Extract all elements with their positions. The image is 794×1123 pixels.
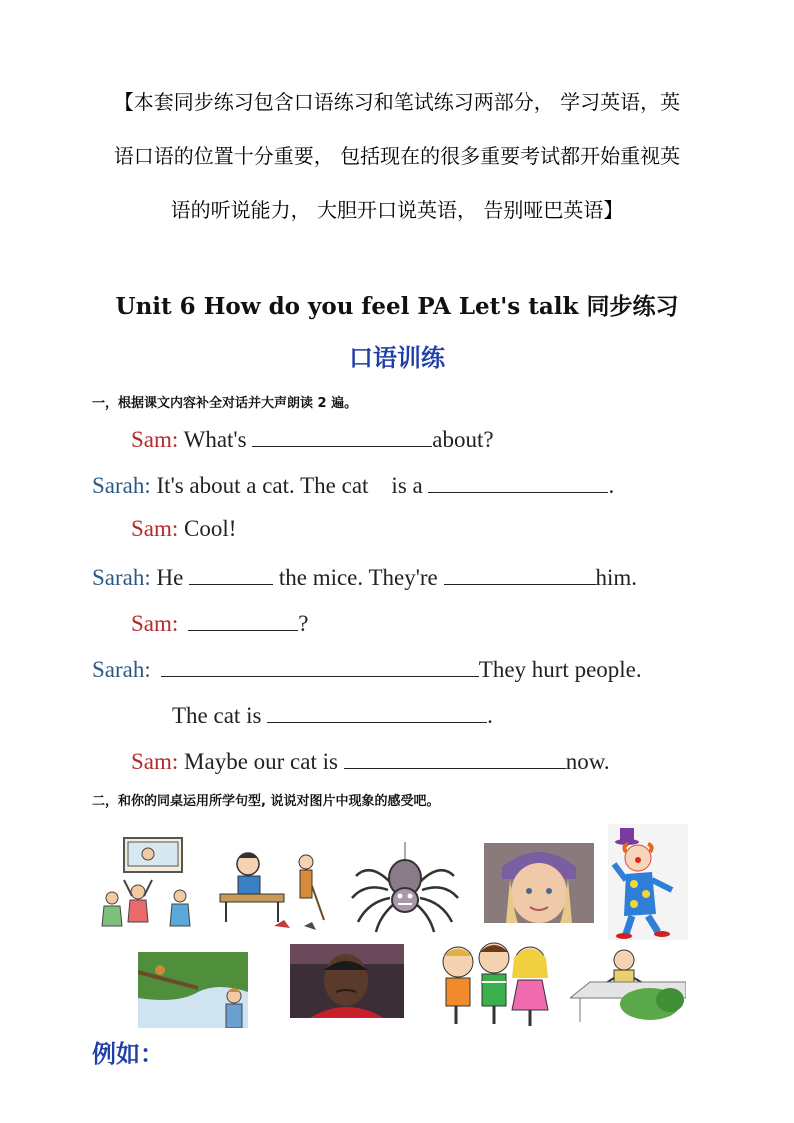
speaker-label: Sam: [131, 749, 179, 774]
answer-blank[interactable] [344, 746, 566, 769]
dialogue-text: ? [298, 611, 309, 636]
dialogue-text: about? [432, 427, 494, 452]
dialogue-text: . [487, 703, 493, 728]
people-shouting-illustration [96, 836, 208, 928]
section-subtitle: 口语训练 [349, 344, 445, 372]
boy-on-bench-illustration [216, 846, 330, 932]
speaker-label: Sarah: [92, 657, 151, 682]
speaker-label: Sarah: [92, 473, 151, 498]
dialogue-text: now. [565, 749, 610, 774]
dialogue-text: the mice. They're [273, 565, 444, 590]
dialogue-text: him. [595, 565, 638, 590]
dialogue-text: . [608, 473, 615, 498]
intro-line-3: 语的听说能力， 大胆开口说英语， 告别哑巴英语】 [170, 198, 624, 222]
sad-basketball-player-photo [290, 944, 404, 1018]
dialogue-text: He [150, 565, 190, 590]
dialogue-text: It's about a cat. The cat is a [150, 473, 429, 498]
dialogue-text: They hurt people. [478, 657, 642, 682]
speaker-label: Sam: [131, 516, 179, 541]
man-over-plants-illustration [570, 942, 686, 1022]
dialogue-line-7 [172, 700, 493, 729]
three-happy-kids-illustration [430, 938, 558, 1028]
section2-instruction: 二，和你的同桌运用所学句型, 说说对图片中现象的感受吧。 [92, 794, 440, 809]
intro-line-2: 语口语的位置十分重要， 包括现在的很多重要考试都开始重视英 [113, 144, 681, 168]
speaker-label: Sam: [131, 611, 179, 636]
dialogue-line-8 [131, 746, 610, 775]
answer-blank[interactable] [252, 424, 432, 447]
example-label: 例如： [92, 1040, 164, 1068]
speaker-label: Sarah: [92, 565, 151, 590]
intro-line-1: 【本套同步练习包含口语练习和笔试练习两部分， 学习英语，英 [113, 90, 681, 114]
dialogue-line-3 [131, 516, 236, 542]
spider-illustration [350, 842, 460, 934]
dialogue-text: What's [178, 427, 253, 452]
dialogue-line-2 [92, 470, 614, 499]
dialogue-text: The cat is [172, 703, 268, 728]
answer-blank[interactable] [428, 470, 608, 493]
speaker-label: Sam: [131, 427, 179, 452]
dialogue-line-5 [131, 608, 309, 637]
answer-blank[interactable] [189, 562, 273, 585]
answer-blank[interactable] [267, 700, 487, 723]
section1-instruction: 一，根据课文内容补全对话并大声朗读 2 遍。 [92, 396, 358, 411]
clown-illustration [608, 824, 688, 940]
answer-blank[interactable] [161, 654, 479, 677]
page-title: Unit 6 How do you feel PA Let's talk 同步练习 [115, 293, 679, 320]
cat-in-tree-illustration [138, 952, 248, 1028]
dialogue-line-1 [131, 424, 494, 453]
girl-face-photo [484, 843, 594, 923]
answer-blank[interactable] [444, 562, 596, 585]
answer-blank[interactable] [188, 608, 298, 631]
dialogue-text: Maybe our cat is [178, 749, 344, 774]
dialogue-line-6 [92, 654, 642, 683]
dialogue-line-4 [92, 562, 637, 591]
dialogue-text: Cool! [178, 516, 237, 541]
